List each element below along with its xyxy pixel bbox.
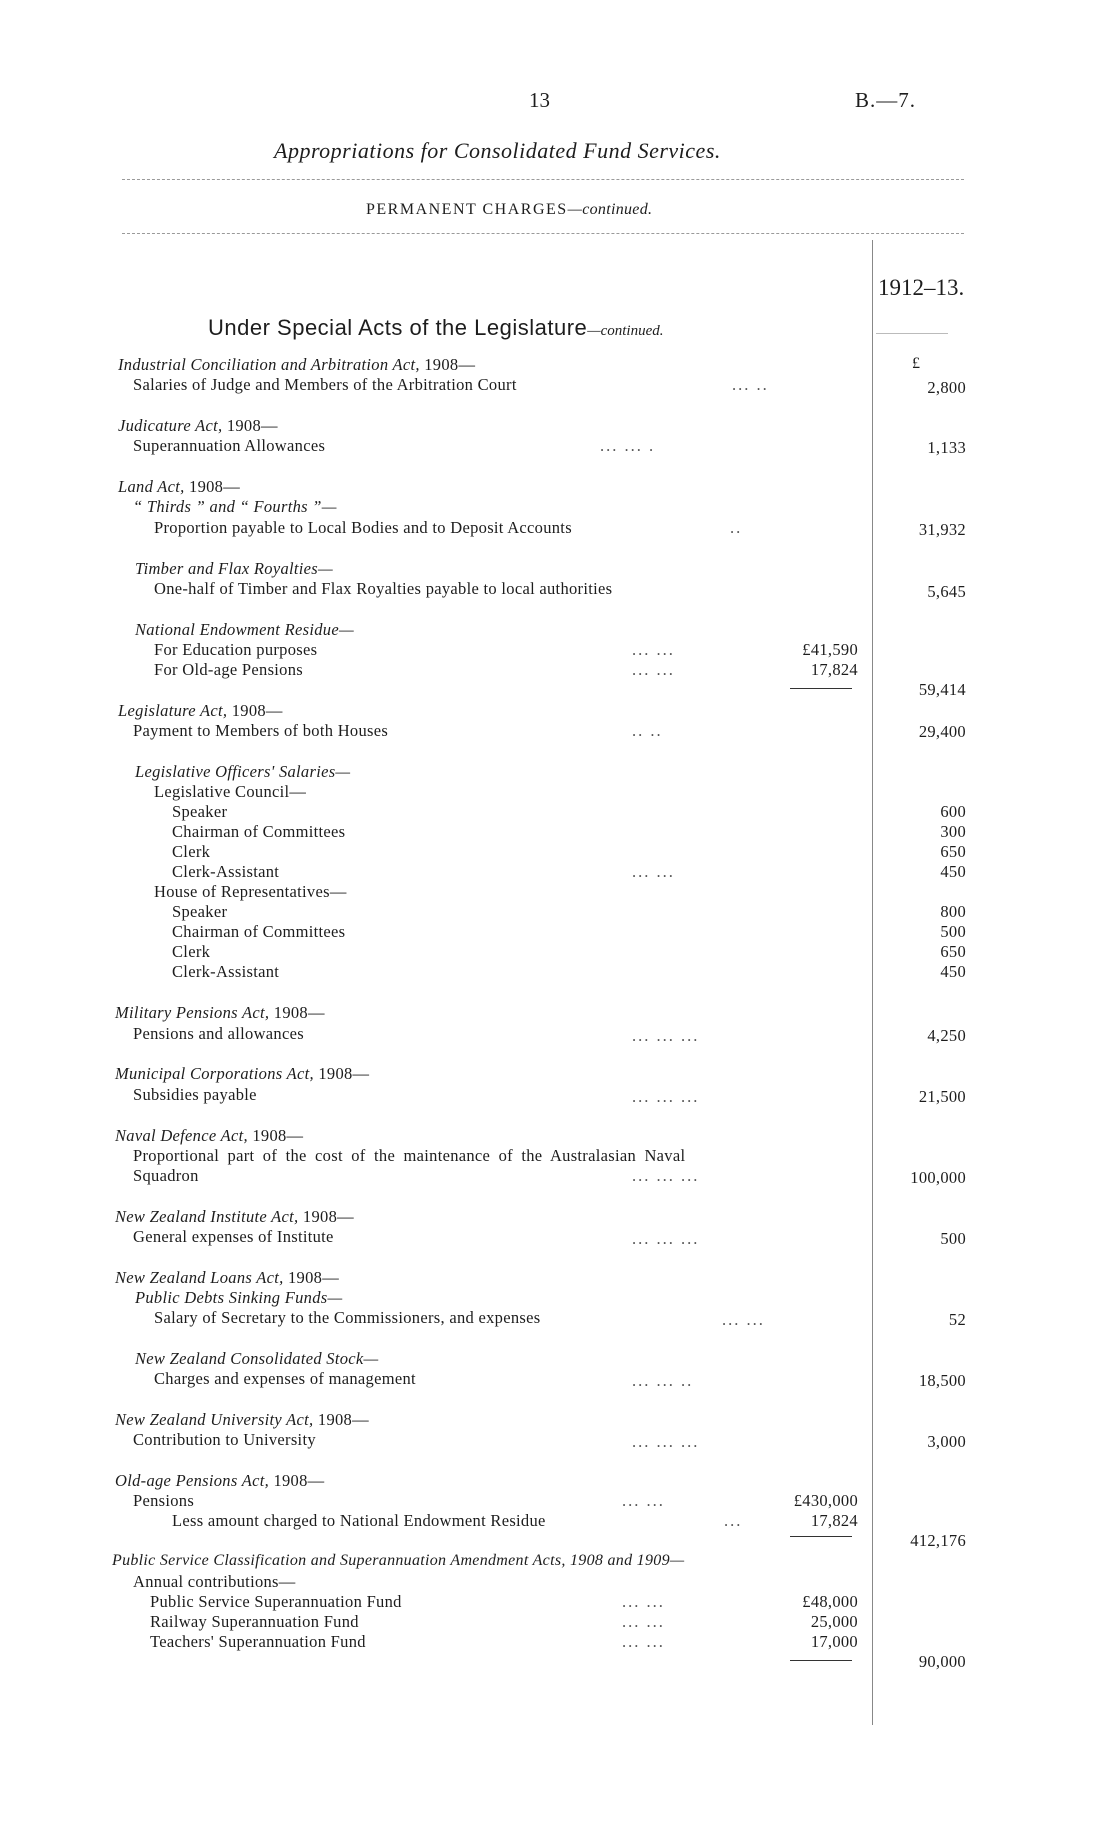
officers-heading: Legislative Officers' Salaries— [135, 762, 351, 781]
judicature-item: Superannuation Allowances [133, 436, 326, 455]
oldage-item-less: Less amount charged to National Endowment Residue [172, 1511, 546, 1530]
leader-dots: ... ... .. [632, 1371, 694, 1390]
military-act-year: 1908— [273, 1003, 325, 1022]
loans-amount: 52 [948, 1310, 966, 1329]
national-amount: 59,414 [918, 680, 966, 699]
section-heading [208, 315, 664, 341]
national-education-amount: £41,590 [802, 640, 858, 659]
institute-item: General expenses of Institute [133, 1227, 334, 1246]
psc-public-service-amount: £48,000 [802, 1592, 858, 1611]
section-title: Under Special Acts of the Legislature [208, 315, 588, 340]
leader-dots: ... ... ... [632, 1166, 700, 1185]
land-act-year: 1908— [189, 477, 241, 496]
leader-dots: ... ... [622, 1592, 665, 1611]
naval-act-heading [115, 1126, 303, 1146]
legislature-amount: 29,400 [918, 722, 966, 741]
national-heading: National Endowment Residue— [135, 620, 354, 639]
institute-amount: 500 [940, 1229, 966, 1248]
document-reference: B.—7. [855, 88, 917, 112]
national-item-pensions: For Old-age Pensions [154, 660, 303, 679]
municipal-act-title: Municipal Corporations Act, [115, 1064, 314, 1083]
municipal-act-heading [115, 1064, 369, 1084]
psc-amount: 90,000 [918, 1652, 966, 1671]
judicature-act-year: 1908— [226, 416, 278, 435]
council-clerk-assistant-amount: 450 [940, 862, 966, 881]
oldage-act-year: 1908— [273, 1471, 325, 1490]
naval-item-line1: Proportional part of the cost of the maintenance of the Australasian Naval [133, 1146, 686, 1165]
legislature-act-year: 1908— [231, 701, 283, 720]
council-chairman-amount: 300 [940, 822, 966, 841]
house-clerk-label: Clerk [172, 942, 211, 961]
university-act-year: 1908— [317, 1410, 369, 1429]
loans-subheading: Public Debts Sinking Funds— [135, 1288, 343, 1307]
psc-act-title: Public Service Classification and Superannuation Amendment Acts, [112, 1552, 566, 1569]
timber-heading: Timber and Flax Royalties— [135, 559, 333, 578]
header-divider [122, 179, 964, 180]
council-clerk-assistant-label: Clerk-Assistant [172, 862, 280, 881]
naval-item-line2: Squadron [133, 1166, 199, 1185]
council-clerk-amount: 650 [940, 842, 966, 861]
municipal-amount: 21,500 [918, 1087, 966, 1106]
house-heading: House of Representatives— [154, 882, 347, 901]
house-chairman-label: Chairman of Committees [172, 922, 346, 941]
institute-act-heading [115, 1207, 354, 1227]
leader-dots: ... ... ... [632, 1229, 700, 1248]
leader-dots: ... ... . [600, 436, 656, 455]
psc-railway-amount: 25,000 [810, 1612, 858, 1631]
university-act-heading [115, 1410, 369, 1430]
legislature-act-heading [118, 701, 283, 721]
psc-subheading: Annual contributions— [133, 1572, 296, 1591]
leader-dots: ... [724, 1511, 743, 1530]
amount-column-rule [872, 240, 873, 1725]
year-underline [876, 333, 948, 334]
oldage-pensions-amount: £430,000 [793, 1491, 858, 1510]
psc-act-year: 1908 and 1909— [569, 1552, 685, 1569]
page-subtitle [366, 201, 652, 219]
land-subheading: “ Thirds ” and “ Fourths ”— [133, 497, 337, 516]
subtitle-caps: PERMANENT CHARGES [366, 201, 568, 218]
naval-amount: 100,000 [910, 1168, 966, 1187]
judicature-amount: 1,133 [927, 438, 966, 457]
council-speaker-amount: 600 [940, 802, 966, 821]
house-clerk-assistant-label: Clerk-Assistant [172, 962, 280, 981]
psc-railway-label: Railway Superannuation Fund [150, 1612, 359, 1631]
university-act-title: New Zealand University Act, [115, 1410, 314, 1429]
oldage-amount: 412,176 [910, 1531, 966, 1550]
loans-act-heading [115, 1268, 339, 1288]
leader-dots: ... ... [632, 660, 675, 679]
council-clerk-label: Clerk [172, 842, 211, 861]
leader-dots: ... ... [632, 640, 675, 659]
leader-dots: ... ... [622, 1612, 665, 1631]
military-item: Pensions and allowances [133, 1024, 304, 1043]
industrial-act-year: 1908— [424, 355, 476, 374]
land-act-heading [118, 477, 240, 497]
legislature-item: Payment to Members of both Houses [133, 721, 389, 740]
stock-heading: New Zealand Consolidated Stock— [135, 1349, 379, 1368]
council-heading: Legislative Council— [154, 782, 307, 801]
industrial-act-title: Industrial Conciliation and Arbitration Act, [118, 355, 420, 374]
naval-act-year: 1908— [252, 1126, 304, 1145]
house-clerk-amount: 650 [940, 942, 966, 961]
national-pensions-amount: 17,824 [810, 660, 858, 679]
leader-dots: ... .. [732, 375, 769, 394]
subtitle-suffix: —continued. [567, 201, 653, 218]
leader-dots: ... ... [722, 1310, 765, 1329]
municipal-act-year: 1908— [318, 1064, 370, 1083]
national-item-education: For Education purposes [154, 640, 318, 659]
oldage-less-amount: 17,824 [810, 1511, 858, 1530]
house-chairman-amount: 500 [940, 922, 966, 941]
loans-act-year: 1908— [288, 1268, 339, 1287]
timber-item: One-half of Timber and Flax Royalties payable to local authorities [154, 579, 613, 598]
leader-dots: ... ... [622, 1632, 665, 1651]
legislature-act-title: Legislature Act, [118, 701, 228, 720]
section-suffix: —continued. [587, 323, 664, 339]
page-number: 13 [529, 88, 550, 112]
psc-teachers-label: Teachers' Superannuation Fund [150, 1632, 366, 1651]
stock-amount: 18,500 [918, 1371, 966, 1390]
military-act-title: Military Pensions Act, [115, 1003, 270, 1022]
house-clerk-assistant-amount: 450 [940, 962, 966, 981]
house-speaker-amount: 800 [940, 902, 966, 921]
university-item: Contribution to University [133, 1430, 316, 1449]
council-speaker-label: Speaker [172, 802, 228, 821]
military-act-heading [115, 1003, 325, 1023]
house-speaker-label: Speaker [172, 902, 228, 921]
oldage-act-title: Old-age Pensions Act, [115, 1471, 270, 1490]
industrial-amount: 2,800 [927, 378, 966, 397]
institute-act-title: New Zealand Institute Act, [115, 1207, 299, 1226]
municipal-item: Subsidies payable [133, 1085, 257, 1104]
leader-dots: ... ... ... [632, 1087, 700, 1106]
subheader-divider [122, 233, 964, 234]
judicature-act-title: Judicature Act, [118, 416, 223, 435]
leader-dots: .. [730, 518, 743, 537]
timber-amount: 5,645 [927, 582, 966, 601]
oldage-item-pensions: Pensions [133, 1491, 195, 1510]
industrial-act-heading [118, 355, 475, 375]
land-amount: 31,932 [918, 520, 966, 539]
leader-dots: ... ... [622, 1491, 665, 1510]
psc-act-heading [112, 1552, 684, 1570]
institute-act-year: 1908— [302, 1207, 354, 1226]
military-amount: 4,250 [927, 1026, 966, 1045]
oldage-act-heading [115, 1471, 324, 1491]
university-amount: 3,000 [927, 1432, 966, 1451]
psc-public-service-label: Public Service Superannuation Fund [150, 1592, 402, 1611]
naval-act-title: Naval Defence Act, [115, 1126, 248, 1145]
page-title: Appropriations for Consolidated Fund Services. [274, 138, 721, 163]
industrial-item: Salaries of Judge and Members of the Arbitration Court [133, 375, 517, 394]
land-item: Proportion payable to Local Bodies and to Deposit Accounts [154, 518, 572, 537]
council-chairman-label: Chairman of Committees [172, 822, 346, 841]
stock-item: Charges and expenses of management [154, 1369, 416, 1388]
loans-item: Salary of Secretary to the Commissioners, and expenses [154, 1308, 541, 1327]
psc-teachers-amount: 17,000 [810, 1632, 858, 1651]
leader-dots: .. .. [632, 721, 663, 740]
leader-dots: ... ... ... [632, 1432, 700, 1451]
land-act-title: Land Act, [118, 477, 185, 496]
judicature-act-heading [118, 416, 278, 436]
leader-dots: ... ... [632, 862, 675, 881]
leader-dots: ... ... ... [632, 1026, 700, 1045]
currency-symbol: £ [912, 355, 920, 372]
column-year-heading: 1912–13. [878, 275, 965, 300]
loans-act-title: New Zealand Loans Act, [115, 1268, 284, 1287]
